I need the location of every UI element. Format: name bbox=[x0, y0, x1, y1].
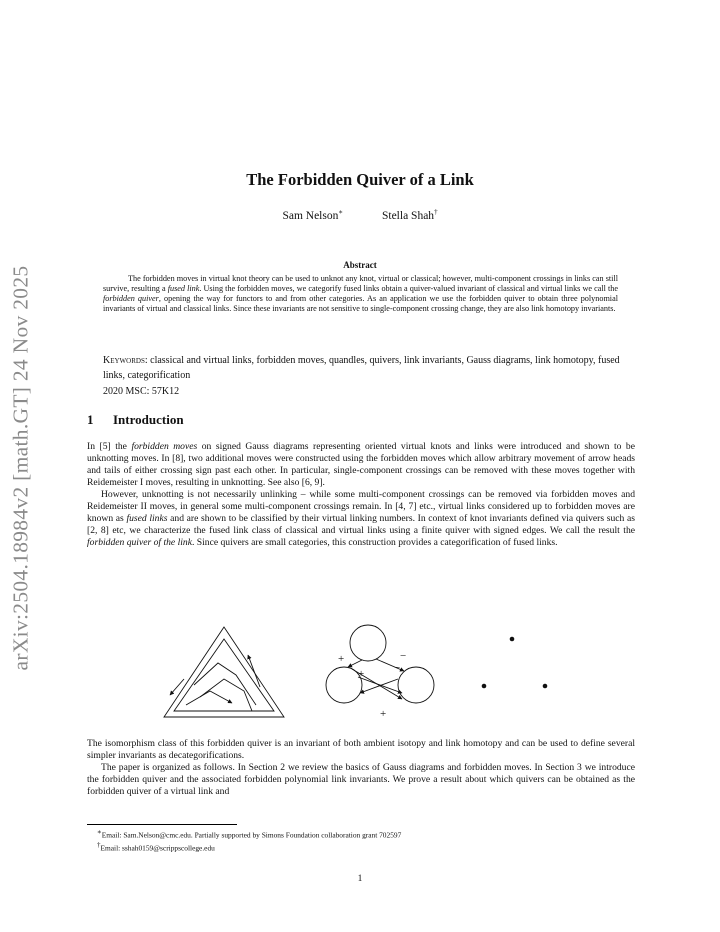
author-name: Stella Shah bbox=[381, 209, 435, 222]
figure-svg bbox=[140, 615, 590, 735]
author-1 bbox=[282, 208, 343, 222]
edge-sign-label: − bbox=[394, 662, 401, 674]
emphasis-text: forbidden moves bbox=[131, 441, 198, 452]
edge-sign-label: + bbox=[338, 653, 345, 665]
footnote-text: Email: Sam.Nelson@cmc.edu. Partially supported by Simons Foundation collaboration grant 702597 bbox=[101, 830, 402, 840]
author-name: Sam Nelson bbox=[282, 209, 339, 222]
vertex-dot bbox=[510, 637, 515, 642]
edge-sign-label: + bbox=[380, 708, 387, 720]
text-after-figure bbox=[87, 738, 635, 798]
intro-text bbox=[87, 441, 635, 549]
author-list bbox=[0, 208, 720, 222]
vertex-dot bbox=[482, 684, 487, 689]
abstract-text: The forbidden moves in virtual knot theory can be used to unknot any knot, virtual or classical; however, multi-component crossings in links can still survive, resulting a bbox=[103, 274, 618, 294]
author-footnote-mark: ∗ bbox=[338, 208, 344, 216]
keywords-label: Keywords bbox=[103, 355, 145, 366]
section-heading bbox=[87, 412, 184, 428]
paragraph-text: and are shown to be classified by their virtual linking numbers. In context of knot invariants defined via quivers such as [2, 8] etc, we characterize the fused link class of classical and virtual links using a finite quiver with signed edges. We call the result the bbox=[87, 513, 635, 536]
section-title: Introduction bbox=[113, 412, 184, 427]
abstract-emphasis: fused link bbox=[167, 284, 200, 294]
arxiv-identifier-stamp bbox=[8, 245, 34, 690]
msc-classification: 2020 MSC: 57K12 bbox=[103, 386, 180, 397]
edge-sign-label: + bbox=[358, 668, 365, 680]
emphasis-text: fused links bbox=[126, 513, 168, 524]
abstract-emphasis: forbidden quiver bbox=[103, 294, 159, 304]
author-footnote-mark: † bbox=[434, 208, 438, 216]
abstract-heading: Abstract bbox=[343, 260, 377, 270]
paragraph: The paper is organized as follows. In Section 2 we review the basics of Gauss diagrams and forbidden moves. In Section 3 we introduce the forbidden quiver and the associated forbidden polynomial link invariants. We prove a result about which quivers can be obtained as the forbidden quiver of a virtual link and bbox=[87, 762, 635, 797]
paragraph bbox=[87, 441, 635, 489]
keywords-text: classical and virtual links, forbidden moves, quandles, quivers, link invariants, Gauss diagrams, link homotopy, fused links, categorification bbox=[103, 355, 620, 381]
paragraph bbox=[87, 489, 635, 549]
vertex-only-quiver bbox=[482, 637, 548, 689]
footnote-divider bbox=[87, 824, 237, 825]
page-number: 1 bbox=[357, 874, 363, 884]
vertex-dot bbox=[543, 684, 548, 689]
figure-link-quiver bbox=[140, 615, 590, 735]
edge-sign-label: − bbox=[400, 650, 407, 662]
section-number: 1 bbox=[87, 412, 94, 427]
paragraph-text: on signed Gauss diagrams representing oriented virtual knots and links were introduced and shown to be unknotting moves. In [8], two additional moves were constructed using the forbidden moves which allow arbitrary movement of arrow heads and tails of either crossing sign past each other. In particular, single-component crossings can be removed with these moves together with Reidemeister I moves, resulting in unknotting. See also [6, 9]. bbox=[87, 441, 635, 488]
keywords: Keywords: classical and virtual links, forbidden moves, quandles, quivers, link invariants, Gauss diagrams, link homotopy, fused links, categorification bbox=[103, 355, 620, 381]
paper-title: The Forbidden Quiver of a Link bbox=[246, 170, 474, 189]
footnote-text: Email: sshah0159@scrippscollege.edu bbox=[100, 843, 215, 853]
abstract-text: . Using the forbidden moves, we categorify fused links obtain a quiver-valued invariant of classical and virtual links we call the bbox=[199, 284, 619, 294]
paragraph-text: In [5] the bbox=[87, 441, 132, 452]
paragraph: The isomorphism class of this forbidden quiver is an invariant of both ambient isotopy and link homotopy and can be used to define several simpler invariants as decategorifications. bbox=[87, 738, 635, 761]
emphasis-text: forbidden quiver of the link bbox=[87, 537, 192, 548]
footnote-mark: † bbox=[97, 841, 101, 850]
author-2 bbox=[382, 208, 438, 222]
abstract-text: , opening the way for functors to and from other categories. As an application we use the forbidden quiver to obtain three polynomial invariants of virtual and classical links. Since these invariants are not sensitive to single-component crossing change, they are also link homotopy invariants. bbox=[103, 294, 618, 314]
footnotes bbox=[97, 827, 401, 854]
link-diagram bbox=[164, 627, 284, 717]
abstract-body bbox=[103, 274, 618, 314]
footnote-mark: ∗ bbox=[97, 828, 102, 836]
arxiv-identifier-text: arXiv:2504.18984v2 [math.GT] 24 Nov 2025 bbox=[8, 265, 33, 670]
paragraph-text: . Since quivers are small categories, this construction provides a categorification of fused links. bbox=[191, 537, 558, 548]
footnote bbox=[97, 840, 401, 853]
paragraph-text: However, unknotting is not necessarily unlinking – while some multi-component crossings can be removed via forbidden moves and Reidemeister II moves, in general some multi-component crossings remain. In [4, 7] etc., virtual links considered up to forbidden moves are known as bbox=[87, 489, 635, 524]
footnote bbox=[97, 827, 401, 840]
